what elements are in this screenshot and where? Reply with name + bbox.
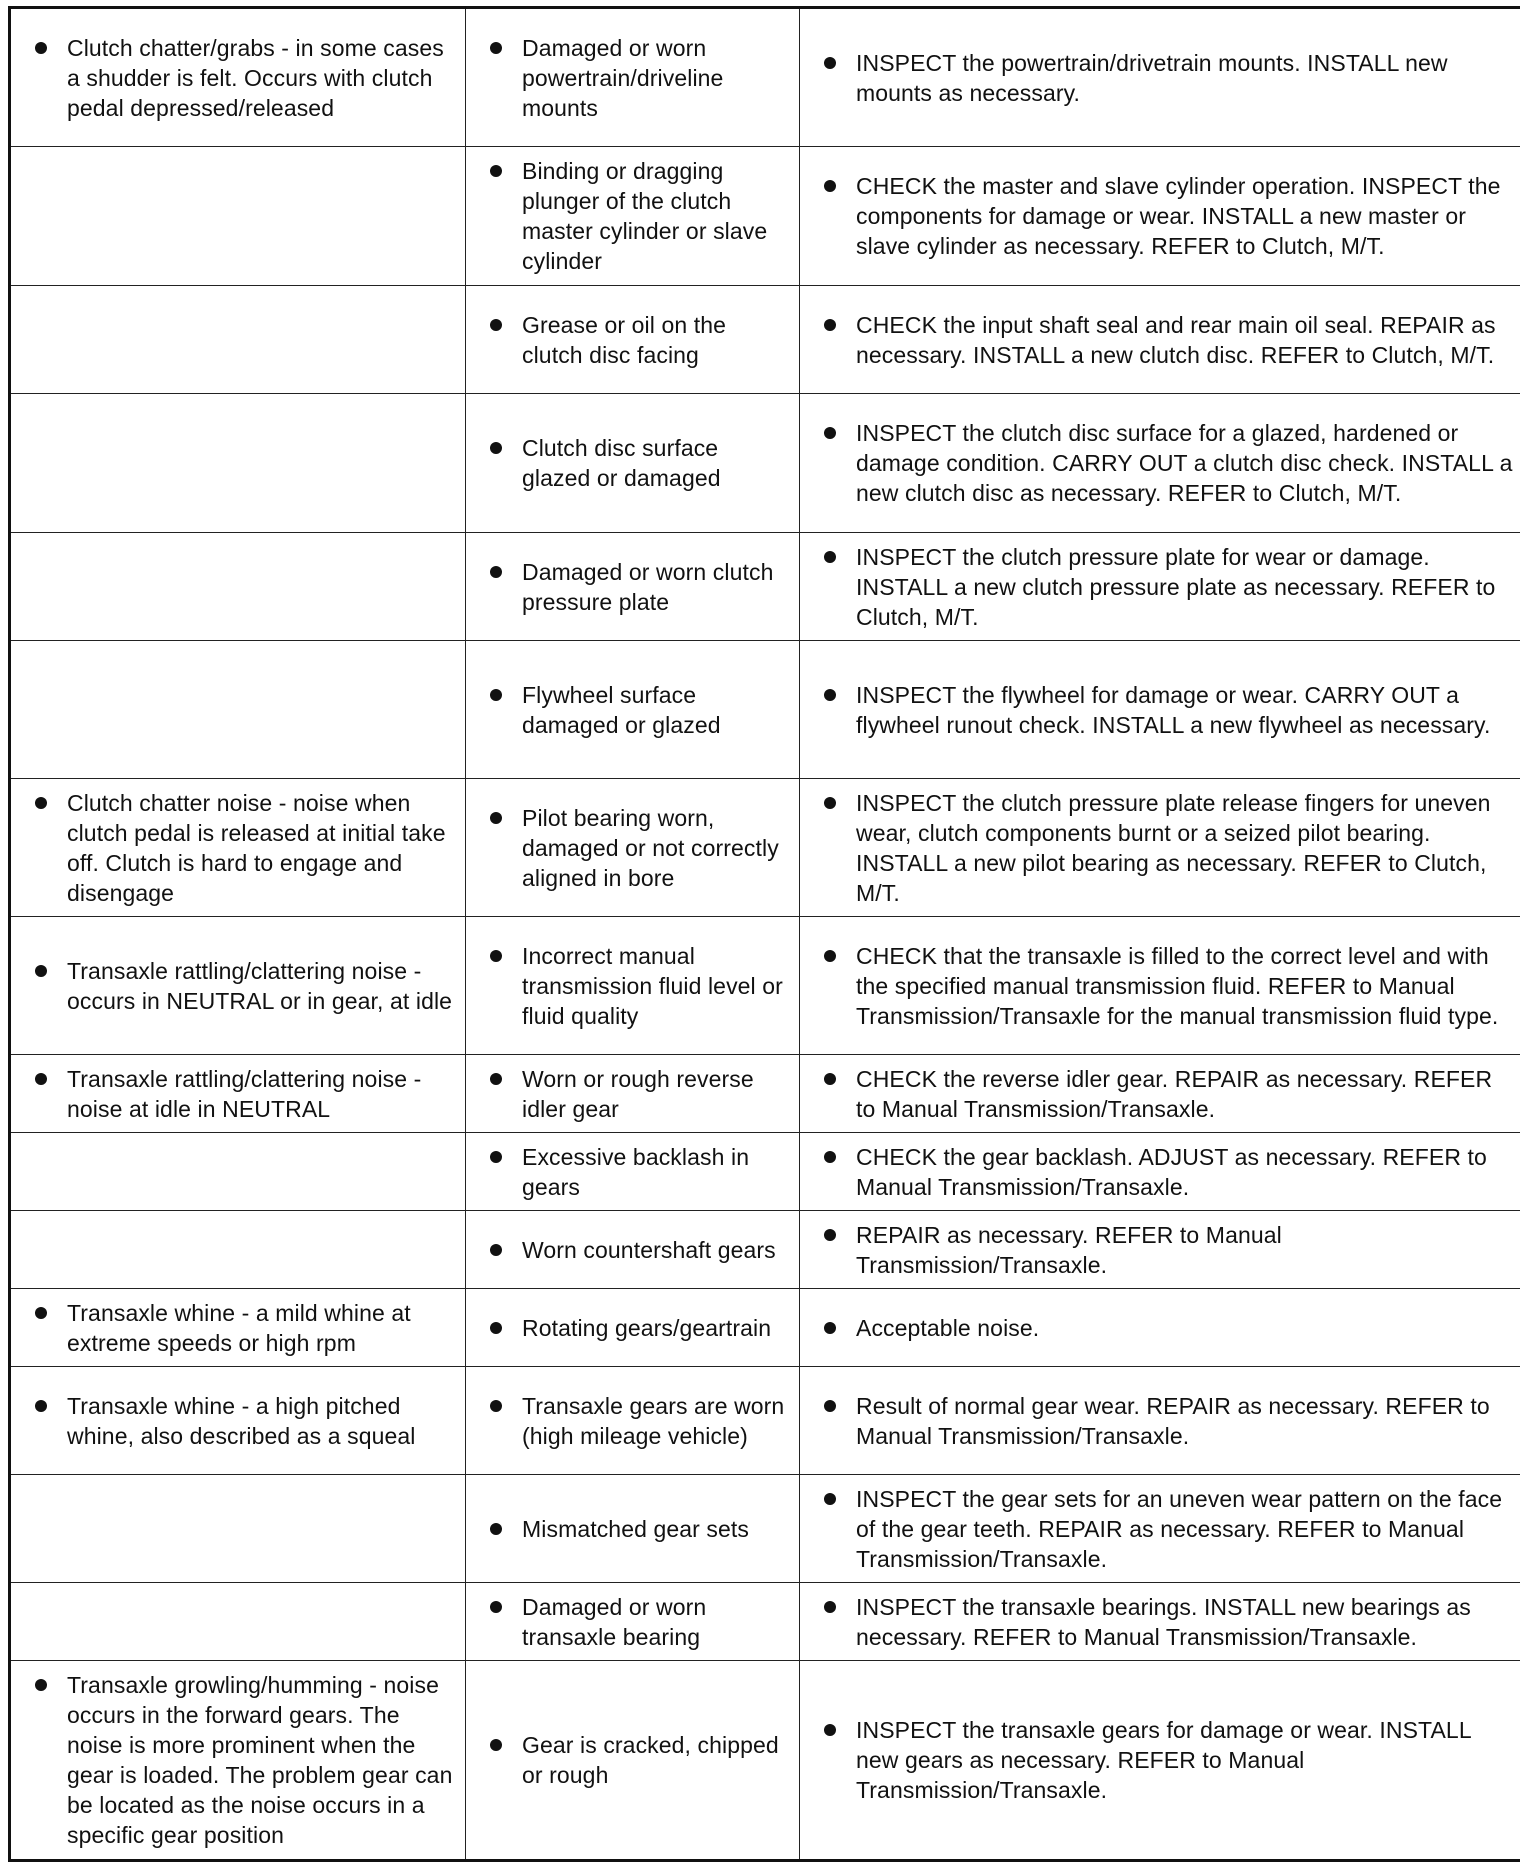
cause-cell [466,8,800,147]
bullet-icon [490,1739,502,1751]
bullet-icon [490,42,502,54]
bullet-icon [35,42,47,54]
cause-cell [466,1211,800,1289]
action-cell [800,8,1520,147]
diagnosis-chart [8,6,1520,1862]
cause-text: Transaxle gears are worn (high mileage vehicle) [522,1391,791,1451]
bullet-icon [824,689,836,701]
condition-cell [10,533,466,641]
bullet-icon [824,1229,836,1241]
bullet-icon [490,1322,502,1334]
bullet-icon [824,319,836,331]
cause-cell [466,1583,800,1661]
table-row [10,1583,1520,1661]
cause-text: Worn countershaft gears [522,1235,791,1265]
cause-cell [466,1475,800,1583]
bullet-icon [490,165,502,177]
bullet-icon [490,689,502,701]
action-cell [800,917,1520,1055]
cause-text: Damaged or worn powertrain/driveline mounts [522,33,791,123]
condition-cell [10,917,466,1055]
cause-cell [466,917,800,1055]
cause-text: Damaged or worn clutch pressure plate [522,557,791,617]
table-row [10,1211,1520,1289]
condition-cell [10,1289,466,1367]
bullet-icon [490,1601,502,1613]
bullet-icon [35,965,47,977]
cause-text: Grease or oil on the clutch disc facing [522,310,791,370]
bullet-icon [824,1724,836,1736]
action-text: CHECK that the transaxle is filled to the correct level and with the specified manual transmission fluid. REFER to Manual Transmission/Transaxle for the manual transmission fluid type. [856,941,1516,1031]
bullet-icon [490,566,502,578]
cause-cell [466,1055,800,1133]
cause-cell [466,394,800,533]
action-cell [800,1133,1520,1211]
bullet-icon [490,442,502,454]
condition-cell [10,286,466,394]
bullet-icon [824,1400,836,1412]
action-cell [800,1289,1520,1367]
action-cell [800,286,1520,394]
condition-cell [10,8,466,147]
action-text: REPAIR as necessary. REFER to Manual Transmission/Transaxle. [856,1220,1516,1280]
bullet-icon [824,1493,836,1505]
action-text: CHECK the reverse idler gear. REPAIR as necessary. REFER to Manual Transmission/Transaxle. [856,1064,1516,1124]
table-row [10,1661,1520,1861]
cause-cell [466,1289,800,1367]
condition-cell [10,1055,466,1133]
action-cell [800,641,1520,779]
action-text: INSPECT the transaxle bearings. INSTALL new bearings as necessary. REFER to Manual Transmission/Transaxle. [856,1592,1516,1652]
bullet-icon [35,1073,47,1085]
bullet-icon [824,950,836,962]
condition-text: Transaxle rattling/clattering noise - noise at idle in NEUTRAL [67,1064,457,1124]
bullet-icon [824,1322,836,1334]
condition-cell [10,1583,466,1661]
cause-text: Pilot bearing worn, damaged or not correctly aligned in bore [522,803,791,893]
action-text: CHECK the input shaft seal and rear main oil seal. REPAIR as necessary. INSTALL a new clutch disc. REFER to Clutch, M/T. [856,310,1516,370]
table-row [10,394,1520,533]
action-cell [800,1475,1520,1583]
action-cell [800,1661,1520,1861]
cause-cell [466,779,800,917]
cause-text: Rotating gears/geartrain [522,1313,791,1343]
cause-cell [466,286,800,394]
cause-cell [466,641,800,779]
table-row [10,917,1520,1055]
condition-text: Transaxle rattling/clattering noise - occurs in NEUTRAL or in gear, at idle [67,956,457,1016]
cause-text: Clutch disc surface glazed or damaged [522,433,791,493]
cause-text: Flywheel surface damaged or glazed [522,680,791,740]
action-cell [800,147,1520,286]
action-text: Acceptable noise. [856,1313,1516,1343]
action-text: Result of normal gear wear. REPAIR as necessary. REFER to Manual Transmission/Transaxle. [856,1391,1516,1451]
bullet-icon [824,427,836,439]
condition-cell [10,1133,466,1211]
bullet-icon [35,1307,47,1319]
cause-cell [466,147,800,286]
condition-text: Transaxle growling/humming - noise occurs in the forward gears. The noise is more prominent when the gear is loaded. The problem gear can be located as the noise occurs in a specific gear position [67,1670,457,1850]
action-text: INSPECT the gear sets for an uneven wear pattern on the face of the gear teeth. REPAIR as necessary. REFER to Manual Transmission/Transaxle. [856,1484,1516,1574]
action-text: INSPECT the clutch pressure plate release fingers for uneven wear, clutch components burnt or a seized pilot bearing. INSTALL a new pilot bearing as necessary. REFER to Clutch, M/T. [856,788,1516,908]
cause-text: Mismatched gear sets [522,1514,791,1544]
cause-text: Excessive backlash in gears [522,1142,791,1202]
action-text: CHECK the gear backlash. ADJUST as necessary. REFER to Manual Transmission/Transaxle. [856,1142,1516,1202]
action-text: CHECK the master and slave cylinder operation. INSPECT the components for damage or wear. INSTALL a new master or slave cylinder as necessary. REFER to Clutch, M/T. [856,171,1516,261]
condition-cell [10,394,466,533]
table-row [10,1475,1520,1583]
bullet-icon [490,1523,502,1535]
bullet-icon [824,551,836,563]
symptom-table [8,6,1520,1862]
bullet-icon [35,1679,47,1691]
action-text: INSPECT the clutch pressure plate for wear or damage. INSTALL a new clutch pressure plate as necessary. REFER to Clutch, M/T. [856,542,1516,632]
table-row [10,1133,1520,1211]
bullet-icon [490,812,502,824]
table-row [10,8,1520,147]
condition-text: Clutch chatter/grabs - in some cases a shudder is felt. Occurs with clutch pedal depressed/released [67,33,457,123]
cause-text: Incorrect manual transmission fluid level or fluid quality [522,941,791,1031]
cause-cell [466,533,800,641]
cause-cell [466,1133,800,1211]
bullet-icon [824,1601,836,1613]
action-text: INSPECT the flywheel for damage or wear. CARRY OUT a flywheel runout check. INSTALL a new flywheel as necessary. [856,680,1516,740]
bullet-icon [824,1073,836,1085]
cause-cell [466,1661,800,1861]
condition-text: Transaxle whine - a mild whine at extreme speeds or high rpm [67,1298,457,1358]
bullet-icon [824,180,836,192]
action-cell [800,1367,1520,1475]
action-cell [800,1583,1520,1661]
bullet-icon [824,57,836,69]
condition-cell [10,1475,466,1583]
bullet-icon [490,1244,502,1256]
table-row [10,147,1520,286]
action-cell [800,1211,1520,1289]
table-body [10,8,1520,1861]
condition-cell [10,147,466,286]
bullet-icon [490,319,502,331]
bullet-icon [824,797,836,809]
action-cell [800,394,1520,533]
table-row [10,1367,1520,1475]
condition-cell [10,641,466,779]
action-cell [800,533,1520,641]
bullet-icon [490,1151,502,1163]
cause-text: Worn or rough reverse idler gear [522,1064,791,1124]
table-row [10,286,1520,394]
condition-text: Clutch chatter noise - noise when clutch pedal is released at initial take off. Clutch is hard to engage and disengage [67,788,457,908]
condition-cell [10,779,466,917]
cause-text: Binding or dragging plunger of the clutch master cylinder or slave cylinder [522,156,791,276]
bullet-icon [490,950,502,962]
cause-text: Gear is cracked, chipped or rough [522,1730,791,1790]
table-row [10,1055,1520,1133]
bullet-icon [490,1400,502,1412]
condition-cell [10,1211,466,1289]
table-row [10,641,1520,779]
bullet-icon [35,1400,47,1412]
table-row [10,1289,1520,1367]
condition-cell [10,1661,466,1861]
action-text: INSPECT the powertrain/drivetrain mounts. INSTALL new mounts as necessary. [856,48,1516,108]
action-text: INSPECT the clutch disc surface for a glazed, hardened or damage condition. CARRY OUT a clutch disc check. INSTALL a new clutch disc as necessary. REFER to Clutch, M/T. [856,418,1516,508]
action-cell [800,779,1520,917]
bullet-icon [35,797,47,809]
table-row [10,533,1520,641]
bullet-icon [824,1151,836,1163]
action-cell [800,1055,1520,1133]
cause-text: Damaged or worn transaxle bearing [522,1592,791,1652]
action-text: INSPECT the transaxle gears for damage or wear. INSTALL new gears as necessary. REFER to Manual Transmission/Transaxle. [856,1715,1516,1805]
condition-cell [10,1367,466,1475]
table-row [10,779,1520,917]
bullet-icon [490,1073,502,1085]
condition-text: Transaxle whine - a high pitched whine, also described as a squeal [67,1391,457,1451]
cause-cell [466,1367,800,1475]
